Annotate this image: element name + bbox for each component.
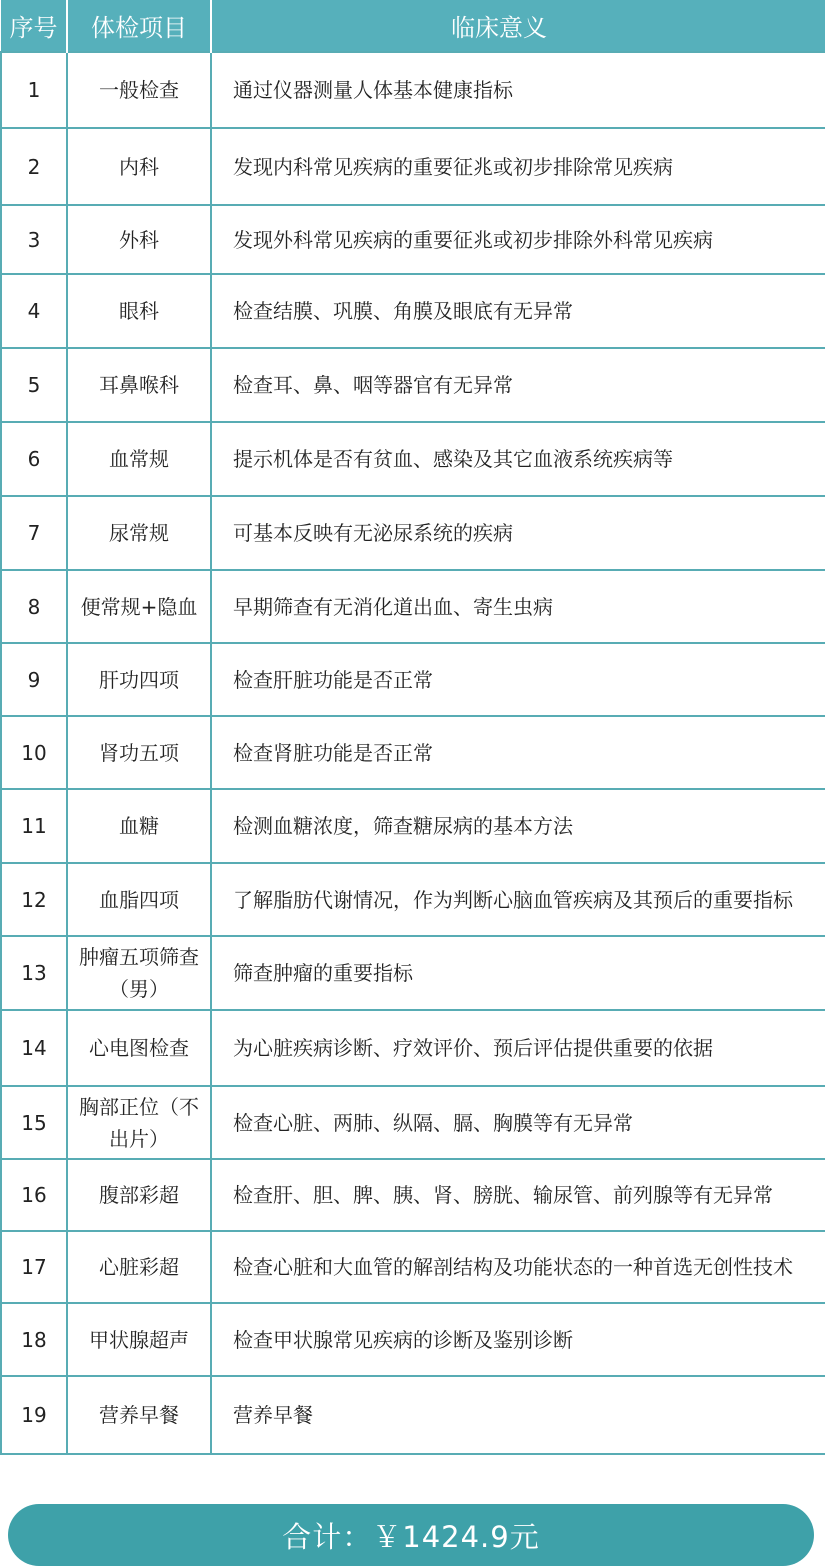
row-index: 6 <box>1 422 67 496</box>
table-row <box>1 1086 825 1159</box>
row-item: 血糖 <box>67 789 211 863</box>
table-row <box>1 128 825 205</box>
table-row <box>1 1159 825 1231</box>
header-meaning: 临床意义 <box>211 0 825 52</box>
row-item: 血脂四项 <box>67 863 211 936</box>
row-index: 1 <box>1 52 67 128</box>
row-item: 眼科 <box>67 274 211 348</box>
header-index: 序号 <box>1 0 67 52</box>
row-item: 腹部彩超 <box>67 1159 211 1231</box>
row-index: 18 <box>1 1303 67 1376</box>
row-index: 8 <box>1 570 67 643</box>
row-meaning: 早期筛查有无消化道出血、寄生虫病 <box>211 570 825 643</box>
row-meaning: 检查心脏、两肺、纵隔、膈、胸膜等有无异常 <box>211 1086 825 1159</box>
table-body <box>1 52 825 1454</box>
table-row <box>1 1231 825 1303</box>
row-meaning: 检查肾脏功能是否正常 <box>211 716 825 789</box>
row-meaning: 检查结膜、巩膜、角膜及眼底有无异常 <box>211 274 825 348</box>
row-index: 3 <box>1 205 67 274</box>
table-row <box>1 789 825 863</box>
row-index: 16 <box>1 1159 67 1231</box>
total-price-text: 合计：￥1424.9元 <box>282 1519 540 1554</box>
row-index: 17 <box>1 1231 67 1303</box>
row-item: 一般检查 <box>67 52 211 128</box>
table-row <box>1 936 825 1010</box>
row-meaning: 营养早餐 <box>211 1376 825 1454</box>
row-index: 11 <box>1 789 67 863</box>
row-item: 耳鼻喉科 <box>67 348 211 422</box>
row-meaning: 检查耳、鼻、咽等器官有无异常 <box>211 348 825 422</box>
row-index: 19 <box>1 1376 67 1454</box>
table-row <box>1 52 825 128</box>
row-meaning: 检查肝脏功能是否正常 <box>211 643 825 716</box>
header-row <box>1 0 825 52</box>
row-meaning: 检查肝、胆、脾、胰、肾、膀胱、输尿管、前列腺等有无异常 <box>211 1159 825 1231</box>
row-item: 营养早餐 <box>67 1376 211 1454</box>
table-header <box>1 0 825 52</box>
row-meaning: 检查心脏和大血管的解剖结构及功能状态的一种首选无创性技术 <box>211 1231 825 1303</box>
row-meaning: 检查甲状腺常见疾病的诊断及鉴别诊断 <box>211 1303 825 1376</box>
row-index: 15 <box>1 1086 67 1159</box>
header-item: 体检项目 <box>67 0 211 52</box>
table-row <box>1 496 825 570</box>
row-item: 心脏彩超 <box>67 1231 211 1303</box>
row-item: 肿瘤五项筛查（男） <box>67 936 211 1010</box>
row-item: 肾功五项 <box>67 716 211 789</box>
table-row <box>1 716 825 789</box>
row-item: 肝功四项 <box>67 643 211 716</box>
row-item: 心电图检查 <box>67 1010 211 1086</box>
row-meaning: 通过仪器测量人体基本健康指标 <box>211 52 825 128</box>
row-index: 14 <box>1 1010 67 1086</box>
row-index: 9 <box>1 643 67 716</box>
row-item: 血常规 <box>67 422 211 496</box>
row-meaning: 筛查肿瘤的重要指标 <box>211 936 825 1010</box>
table-row <box>1 274 825 348</box>
row-item: 外科 <box>67 205 211 274</box>
table-row <box>1 205 825 274</box>
table-row <box>1 863 825 936</box>
row-item: 胸部正位（不出片） <box>67 1086 211 1159</box>
table-row <box>1 643 825 716</box>
row-index: 13 <box>1 936 67 1010</box>
table-row <box>1 1376 825 1454</box>
row-meaning: 提示机体是否有贫血、感染及其它血液系统疾病等 <box>211 422 825 496</box>
total-price-bar <box>8 1504 814 1566</box>
row-item: 便常规+隐血 <box>67 570 211 643</box>
table-row <box>1 1303 825 1376</box>
table-row <box>1 1010 825 1086</box>
row-index: 2 <box>1 128 67 205</box>
row-meaning: 可基本反映有无泌尿系统的疾病 <box>211 496 825 570</box>
row-item: 甲状腺超声 <box>67 1303 211 1376</box>
row-index: 12 <box>1 863 67 936</box>
row-index: 10 <box>1 716 67 789</box>
table-row <box>1 570 825 643</box>
table-row <box>1 422 825 496</box>
table-row <box>1 348 825 422</box>
row-index: 7 <box>1 496 67 570</box>
row-meaning: 了解脂肪代谢情况，作为判断心脑血管疾病及其预后的重要指标 <box>211 863 825 936</box>
row-item: 尿常规 <box>67 496 211 570</box>
row-meaning: 检测血糖浓度，筛查糖尿病的基本方法 <box>211 789 825 863</box>
row-meaning: 为心脏疾病诊断、疗效评价、预后评估提供重要的依据 <box>211 1010 825 1086</box>
row-item: 内科 <box>67 128 211 205</box>
row-meaning: 发现内科常见疾病的重要征兆或初步排除常见疾病 <box>211 128 825 205</box>
row-meaning: 发现外科常见疾病的重要征兆或初步排除外科常见疾病 <box>211 205 825 274</box>
row-index: 4 <box>1 274 67 348</box>
row-index: 5 <box>1 348 67 422</box>
